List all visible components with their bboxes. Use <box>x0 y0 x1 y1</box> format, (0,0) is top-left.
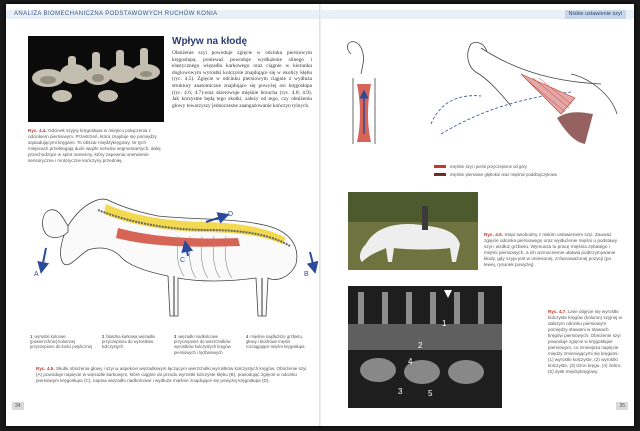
xray-label-4: 4 <box>408 357 413 366</box>
caption-text: Odcinek szyjny kręgosłupa w miejscu połączenia z odcinkiem piersiowym. Przestrzeń, która znajduje się pomiędzy sąsiadującymi kręgami. To obszar międzykręgowy. W tych miejscach przebiegają duże wiązki nerwów segmentarnych, dalej przechodzące w splot ramienny, który zapewnia unerwienie sensoryczne i motoryczne kończyny przedniej. <box>28 128 161 163</box>
xray-label-3: 3 <box>398 387 403 396</box>
legend-item-1: 1 wyrostki kolcowe (powierzchnie) kolumnej przyczepione do kości potylicznej <box>30 334 92 350</box>
caption-fig-4-5 <box>36 366 312 384</box>
legend-item-4: 4 mięśnie najdłuższe grzbietu, głowy i biodrowe mięśni rozciągające mięśni kręgosłupa <box>246 334 305 350</box>
label-d: D <box>228 211 234 218</box>
caption-text: Skutki obniżenia głowy i szyi w aspekcie więzadłowym łączącym wierzchołki wyrostków kolczystych kręgów. Obniżenie szyi (A) powoduje napięcie w więzadle karkowym, które ciągnie do przodu wyrostki kolczyste kłębu (B), powodując zgięcie w odcinku piersiowym kręgosłupa (C), napina więzadło nadkolcowe i wydłuża mięśnie znajdujące się powyżej kręgosłupa (D). <box>36 366 307 383</box>
caption-label: Ryc. 4.6. <box>484 232 504 237</box>
neck-diagram <box>331 34 621 158</box>
section-heading: Wpływ na kłodę <box>172 36 248 47</box>
label-c: C <box>180 257 186 264</box>
page-number-right: 35 <box>616 402 628 410</box>
book-spread <box>6 4 634 426</box>
swatch-red <box>434 165 446 168</box>
label-a: A <box>34 271 39 278</box>
horse-skeleton-diagram <box>28 186 318 326</box>
xray-image <box>348 286 502 408</box>
caption-text: Stopi swobodny z niskim ustawieniem szyi. Zauważ zgięcie odcinka piersiowego oraz wydłużenie mięśni u podstawy szyi i wzdłuż grzbietu. Wymusza to pracę mięśnia zębatego i mięśni piersiowych, a ich wzmocnienie ułatwia podtrzymywanie kłody, gdy szyja jest w uniesionej, zrównoważonej pozycji (po lewej, rysunek powyżej). <box>484 232 618 267</box>
label-b: B <box>304 271 309 278</box>
caption-fig-4-6 <box>484 232 622 268</box>
chapter-tab: Niskie ustawienie szyi <box>565 10 627 19</box>
spine-photo <box>28 36 164 122</box>
swatch-dark <box>434 173 446 176</box>
neck-legend-1: mięśnie szyi i piersi przyczepione od góry <box>434 164 527 169</box>
running-title: ANALIZA BIOMECHANICZNA PODSTAWOWYCH RUCHÓW KONIA <box>14 11 218 17</box>
page-number-left: 34 <box>12 402 24 410</box>
legend-item-3: 3 więzadło nadkolcowe przyczepione do wierzchołków wyrostków kolczystych kręgów piersiowych i lędźwiowych <box>174 334 231 355</box>
caption-fig-4-4 <box>28 128 164 164</box>
xray-label-5: 5 <box>428 389 433 398</box>
caption-text: Linie objęcie się wyrostki kolczyste kręgów (kolumn) szyjnej w dalszym odcinku piersiowym pomiędzy stawami w stawach kręgów piersiowych. Obniżenie szyi powoduje zgięcie w kręgosłupie piersiowym, co zmniejsza napięcie między zmieniającymi się kręgami: (1) wyrostki kolczyste, (2) wyrostki kolczyste, (3) trzon kręgu, (4) żebro, (5) dysk międzykręgowy. <box>548 309 623 374</box>
neck-legend-2: mięśnie piersiowe głębokie oraz mięśnie podobojczykowe <box>434 172 557 177</box>
caption-label: Ryc. 4.5. <box>36 366 55 371</box>
caption-label: Ryc. 4.7. <box>548 309 567 314</box>
xray-label-1: 1 <box>442 319 447 328</box>
xray-label-2: 2 <box>418 341 423 350</box>
caption-label: Ryc. 4.4. <box>28 128 47 133</box>
caption-fig-4-7 <box>548 309 624 375</box>
section-body: Obniżenie szyi powoduje zgięcie w odcinku piersiowym kręgosłupa, ponieważ powoduje wydłużenie silnego i elastycznego więzadła karkowego oraz ciągnie w kierunku doglowowym wyrostki kolczyste znajdujące się w okolicy kłębu (ryc. 4.5). Zgięcie w odcinku piersiowym ciągnie z wydłuża struktury anatomiczne znajdujące się powyżej osi kręgosłupa (ryc. 4.6; 4.7)-oraz skierowuje mięśnie brzucha (ryc. 4.8; 4.9). Jak korzystne będą tego skutki, zależy od tego, czy obniżeniu głowy towarzyszy jednoczesne zaangażowanie kończyn tylnych. <box>172 50 312 109</box>
gutter <box>319 4 321 426</box>
legend-item-2: 2 blaszka karkowa więzadła przyczepiona do wyrostków kolczystych <box>102 334 155 350</box>
horse-photo <box>348 192 478 270</box>
